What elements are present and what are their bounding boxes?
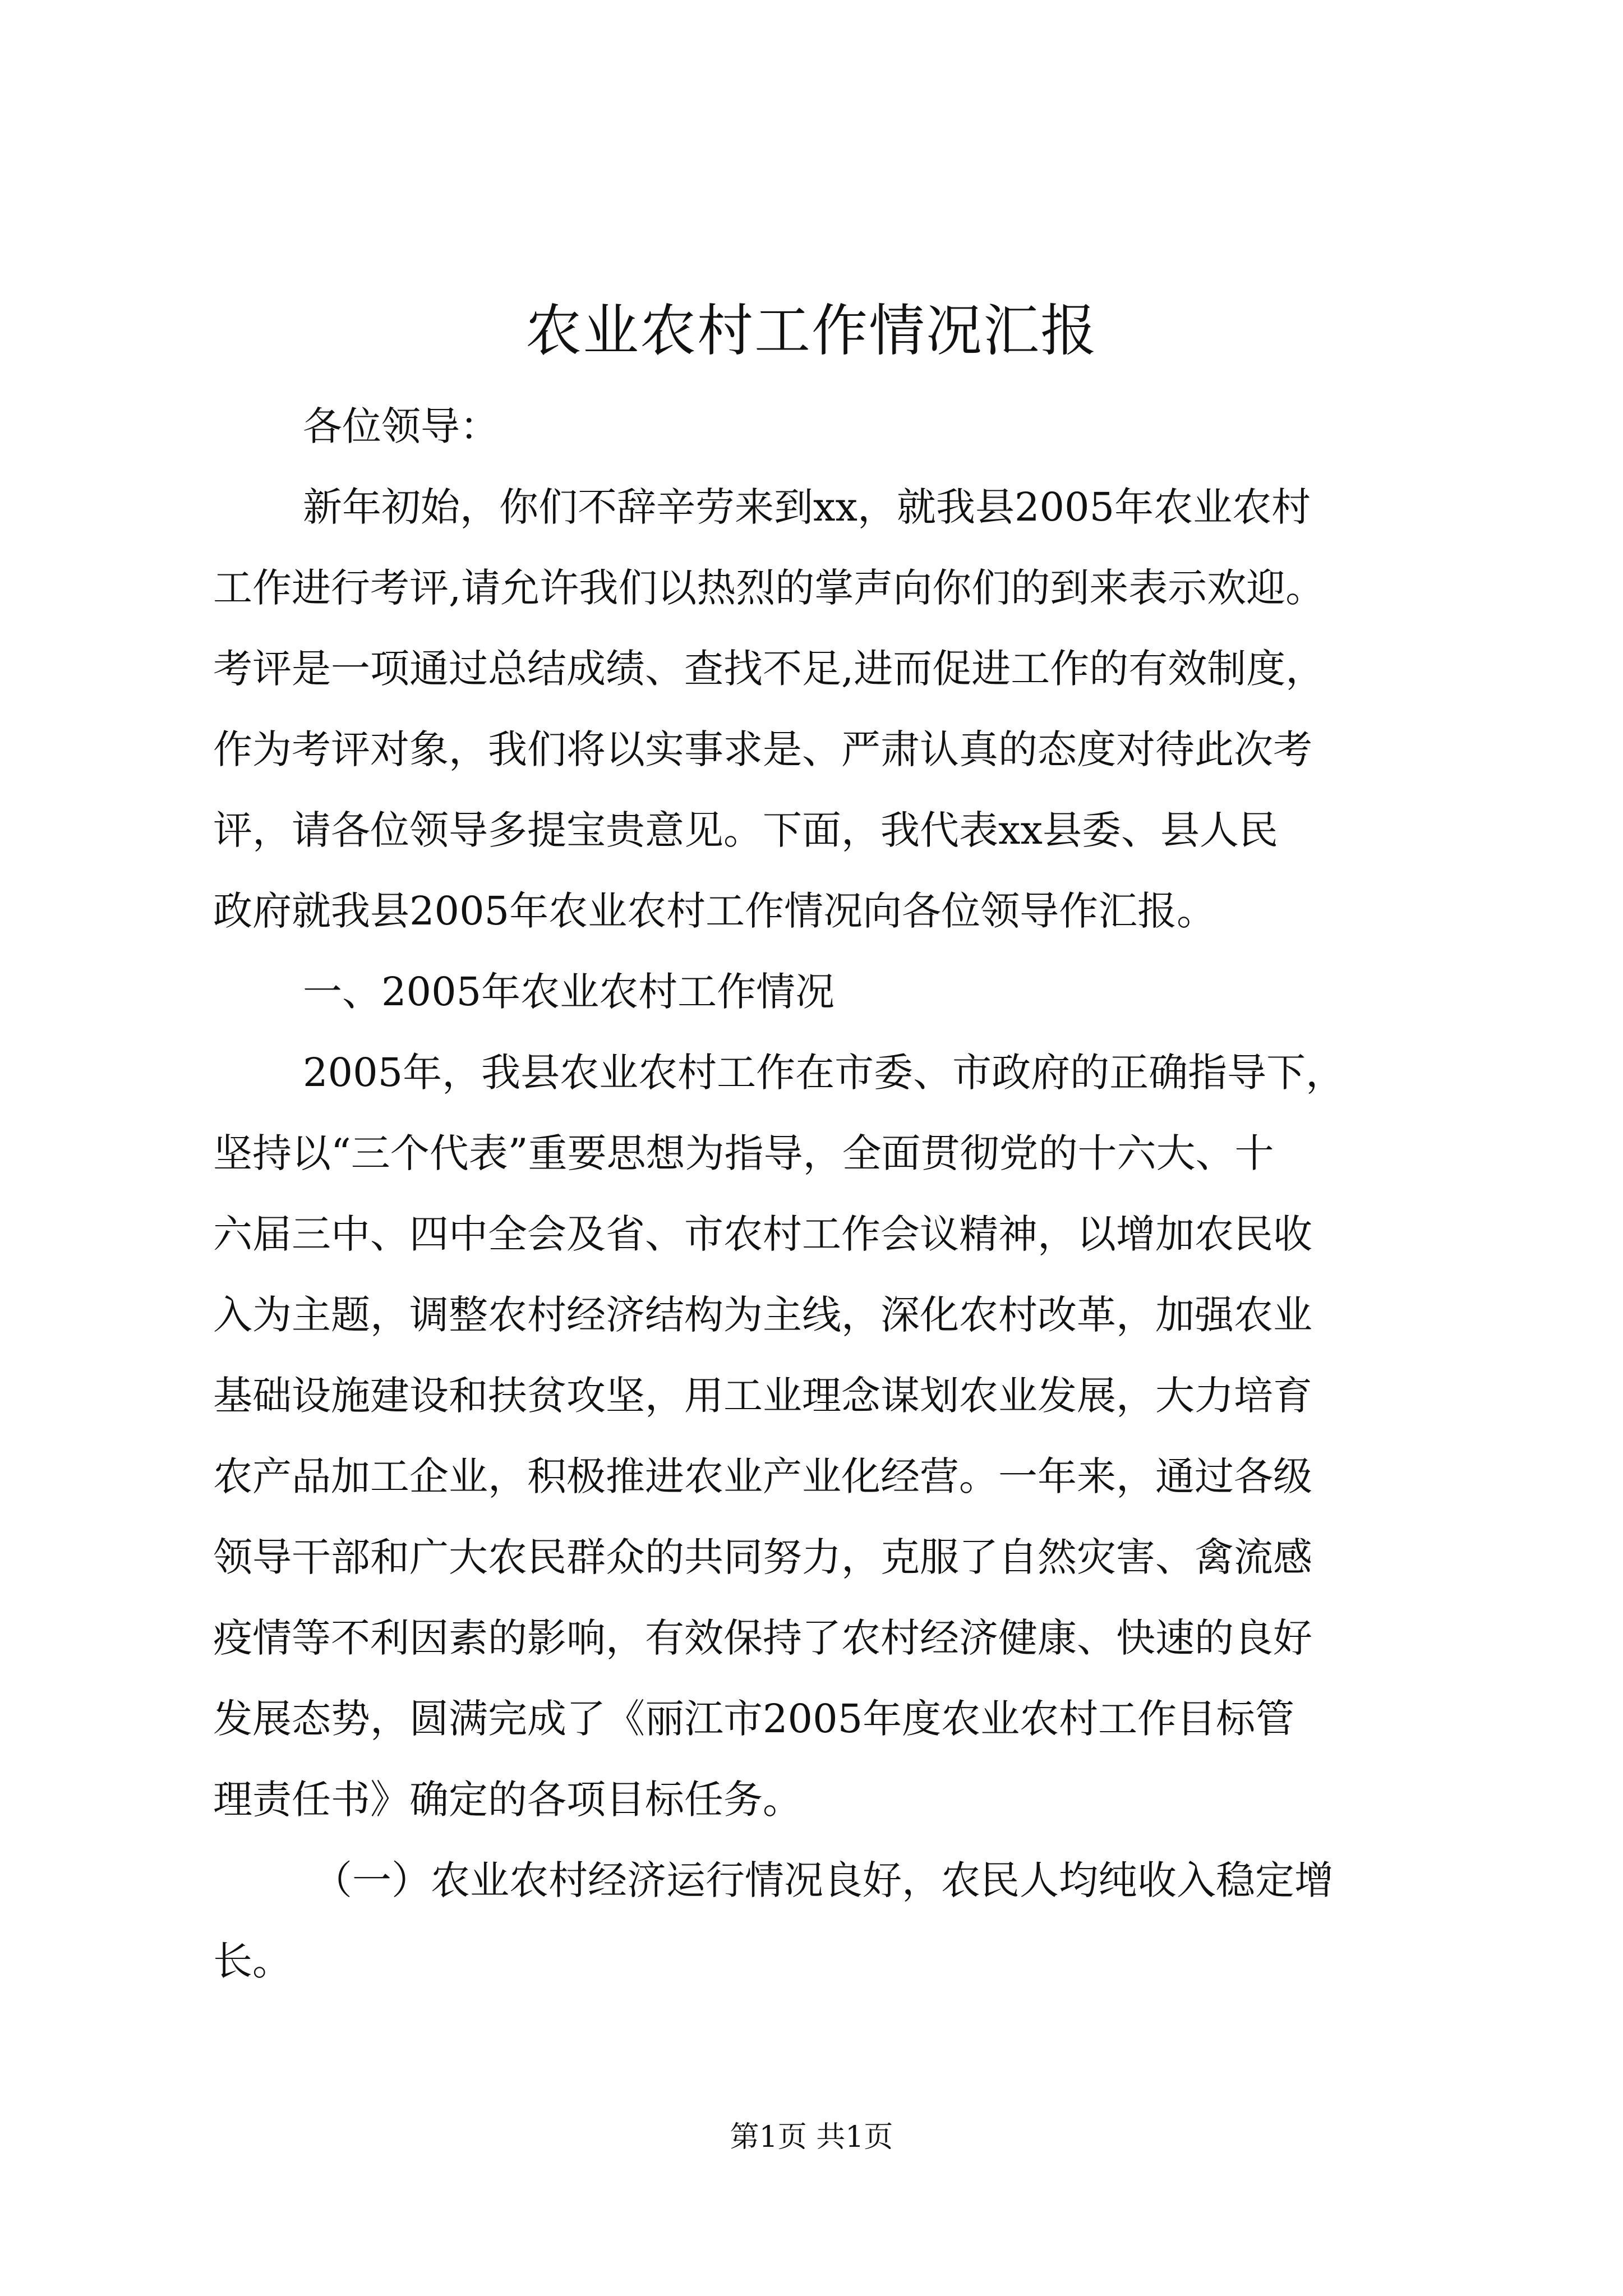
paragraph-line: 农产品加工企业，积极推进农业产业化经营。一年来，通过各级 xyxy=(213,1453,1312,1499)
paragraph-line: 入为主题，调整农村经济结构为主线，深化农村改革，加强农业 xyxy=(213,1292,1312,1338)
document-body xyxy=(213,386,1419,2001)
page-footer: 第1页 共1页 xyxy=(730,2120,893,2154)
paragraph-line: 作为考评对象，我们将以实事求是、严肃认真的态度对待此次考 xyxy=(213,726,1312,772)
paragraph-line: 考评是一项通过总结成绩、查找不足,进而促进工作的有效制度， xyxy=(213,646,1325,692)
paragraph-line: 基础设施建设和扶贫攻坚，用工业理念谋划农业发展，大力培育 xyxy=(213,1373,1312,1419)
document-title: 农业农村工作情况汇报 xyxy=(525,298,1098,364)
paragraph-line: 坚持以“三个代表”重要思想为指导，全面贯彻党的十六大、十 xyxy=(213,1130,1274,1176)
paragraph-line: 发展态势，圆满完成了《丽江市2005年度农业农村工作目标管 xyxy=(213,1696,1295,1742)
paragraph-line: 理责任书》确定的各项目标任务。 xyxy=(213,1777,802,1823)
subsection-heading: （一）农业农村经济运行情况良好，农民人均纯收入稳定增 xyxy=(313,1857,1334,1903)
paragraph-line: 工作进行考评,请允许我们以热烈的掌声向你们的到来表示欢迎。 xyxy=(213,565,1325,611)
paragraph-line: 领导干部和广大农民群众的共同努力，克服了自然灾害、禽流感 xyxy=(213,1534,1312,1580)
salutation: 各位领导： xyxy=(303,403,499,449)
section-heading: 一、2005年农业农村工作情况 xyxy=(303,969,835,1015)
paragraph-line: 评，请各位领导多提宝贵意见。下面，我代表xx县委、县人民 xyxy=(213,807,1278,853)
paragraph-line: 疫情等不利因素的影响，有效保持了农村经济健康、快速的良好 xyxy=(213,1615,1312,1661)
paragraph-line: 2005年，我县农业农村工作在市委、市政府的正确指导下， xyxy=(303,1050,1345,1096)
paragraph-line: 六届三中、四中全会及省、市农村工作会议精神，以增加农民收 xyxy=(213,1211,1312,1257)
paragraph-line: 政府就我县2005年农业农村工作情况向各位领导作汇报。 xyxy=(213,888,1216,934)
subsection-heading-continued: 长。 xyxy=(213,1938,292,1984)
paragraph-line: 新年初始，你们不辞辛劳来到xx，就我县2005年农业农村 xyxy=(303,484,1311,530)
